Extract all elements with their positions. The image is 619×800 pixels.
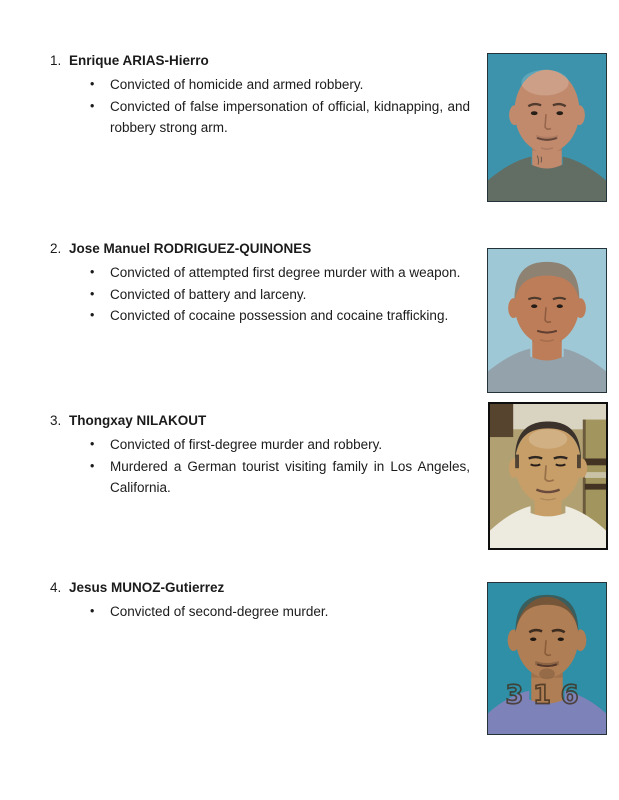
bullet-icon: • xyxy=(90,458,95,473)
entry-name: Jose Manuel RODRIGUEZ-QUINONES xyxy=(69,241,312,256)
entry-number: 1. xyxy=(50,53,62,68)
entry-number: 4. xyxy=(50,580,62,595)
sideburn xyxy=(577,455,581,469)
entry-heading xyxy=(50,577,470,598)
conviction-text: Convicted of attempted first degree murder with a weapon. xyxy=(110,265,461,281)
conviction-list xyxy=(50,74,470,138)
entry-name: Enrique ARIAS-Hierro xyxy=(69,53,209,68)
chin-shadow xyxy=(539,668,555,679)
entry-number: 2. xyxy=(50,241,62,256)
conviction-text: Convicted of first-degree murder and robbery. xyxy=(110,437,383,453)
list-entry-3 xyxy=(50,410,470,499)
entry-name: Thongxay NILAKOUT xyxy=(69,413,207,428)
entry-heading xyxy=(50,50,470,71)
conviction-bullet xyxy=(90,96,470,139)
conviction-bullet xyxy=(90,456,470,499)
list-entry-1 xyxy=(50,50,470,139)
conviction-bullet xyxy=(90,601,470,622)
bullet-icon: • xyxy=(90,98,95,113)
entry-name: Jesus MUNOZ-Gutierrez xyxy=(69,580,225,595)
mugshot-photo-4 xyxy=(487,582,607,735)
door-corner xyxy=(490,404,513,437)
conviction-text: Convicted of homicide and armed robbery. xyxy=(110,77,364,93)
neck-tattoo-text: 316 xyxy=(505,680,589,711)
conviction-text: Convicted of second-degree murder. xyxy=(110,604,329,620)
conviction-list xyxy=(50,601,470,622)
conviction-bullet xyxy=(90,434,470,455)
conviction-list xyxy=(50,262,470,326)
bullet-icon: • xyxy=(90,77,95,92)
entry-heading xyxy=(50,410,470,431)
entry-heading xyxy=(50,238,470,259)
mugshot-photo-2 xyxy=(487,248,607,393)
conviction-bullet xyxy=(90,284,470,305)
conviction-bullet xyxy=(90,305,470,326)
conviction-text: Convicted of battery and larceny. xyxy=(110,286,307,302)
conviction-text: Murdered a German tourist visiting family in Los Angeles, California. xyxy=(110,458,470,496)
bullet-icon: • xyxy=(90,604,95,619)
conviction-bullet xyxy=(90,262,470,283)
list-entry-2 xyxy=(50,238,470,327)
list-entry-4 xyxy=(50,577,470,623)
sideburn xyxy=(515,455,519,469)
bullet-icon: • xyxy=(90,265,95,280)
mugshot-photo-3 xyxy=(488,402,608,550)
conviction-text: Convicted of cocaine possession and cocaine trafficking. xyxy=(110,308,449,324)
entry-number: 3. xyxy=(50,413,62,428)
bullet-icon: • xyxy=(90,308,95,323)
bullet-icon: • xyxy=(90,286,95,301)
conviction-list xyxy=(50,434,470,498)
bullet-icon: • xyxy=(90,437,95,452)
conviction-text: Convicted of false impersonation of official, kidnapping, and robbery strong arm. xyxy=(110,98,470,136)
mugshot-photo-1 xyxy=(487,53,607,202)
conviction-bullet xyxy=(90,74,470,95)
